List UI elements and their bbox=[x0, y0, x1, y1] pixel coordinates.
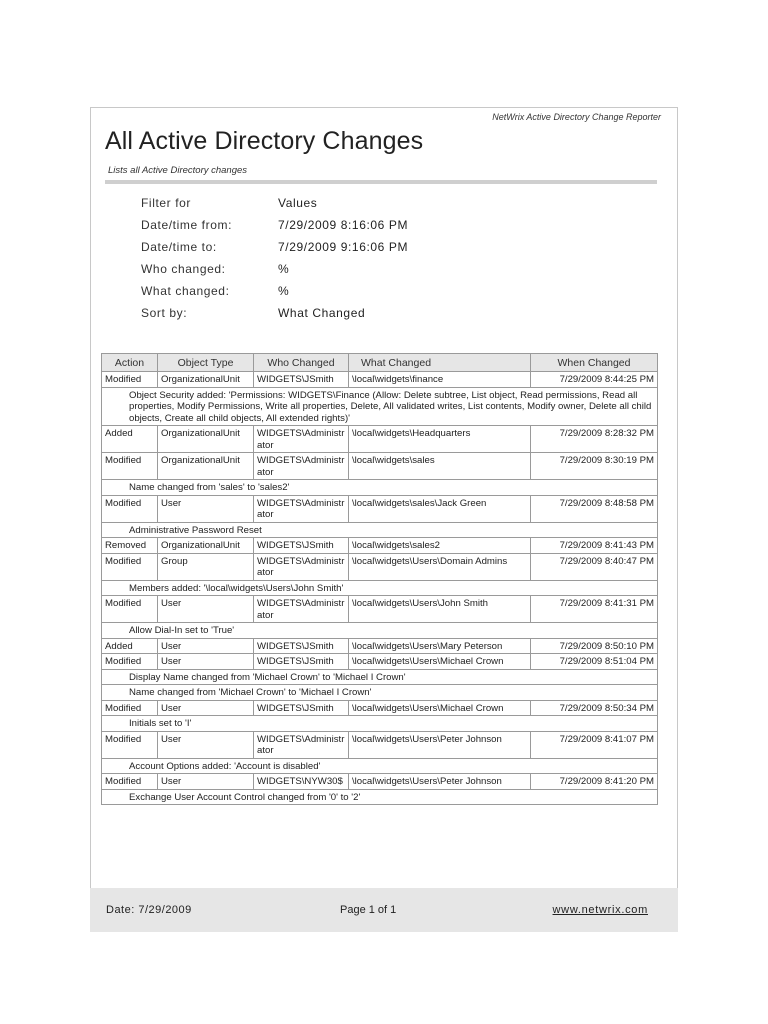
column-header-what-changed: What Changed bbox=[349, 354, 531, 372]
cell-what-changed: \local\widgets\Users\John Smith bbox=[349, 596, 531, 623]
cell-object-type: OrganizationalUnit bbox=[158, 372, 254, 388]
cell-object-type: User bbox=[158, 774, 254, 790]
cell-object-type: User bbox=[158, 700, 254, 716]
cell-what-changed: \local\widgets\Users\Peter Johnson bbox=[349, 774, 531, 790]
filter-value: 7/29/2009 8:16:06 PM bbox=[278, 218, 409, 232]
footer-website-link[interactable]: www.netwrix.com bbox=[552, 904, 648, 916]
cell-action: Modified bbox=[102, 553, 158, 580]
filter-row bbox=[141, 306, 408, 328]
cell-object-type: OrganizationalUnit bbox=[158, 538, 254, 554]
cell-who-changed: WIDGETS\NYW30$ bbox=[254, 774, 349, 790]
filter-row bbox=[141, 240, 408, 262]
table-row bbox=[102, 731, 658, 758]
cell-who-changed: WIDGETS\Administrator bbox=[254, 596, 349, 623]
cell-what-changed: \local\widgets\Users\Michael Crown bbox=[349, 654, 531, 670]
change-detail: Exchange User Account Control changed from '0' to '2' bbox=[102, 789, 658, 805]
cell-when-changed: 7/29/2009 8:30:19 PM bbox=[531, 453, 658, 480]
table-detail-row bbox=[102, 685, 658, 701]
cell-action: Added bbox=[102, 638, 158, 654]
filter-value: % bbox=[278, 262, 290, 276]
change-detail: Name changed from 'Michael Crown' to 'Michael I Crown' bbox=[102, 685, 658, 701]
page-title: All Active Directory Changes bbox=[105, 127, 424, 155]
change-detail: Display Name changed from 'Michael Crown' to 'Michael I Crown' bbox=[102, 669, 658, 685]
cell-when-changed: 7/29/2009 8:51:04 PM bbox=[531, 654, 658, 670]
header-divider bbox=[105, 180, 657, 184]
cell-who-changed: WIDGETS\Administrator bbox=[254, 553, 349, 580]
change-detail: Allow Dial-In set to 'True' bbox=[102, 623, 658, 639]
filter-row bbox=[141, 284, 408, 306]
cell-when-changed: 7/29/2009 8:40:47 PM bbox=[531, 553, 658, 580]
filter-key: What changed: bbox=[141, 284, 230, 298]
page-subtitle: Lists all Active Directory changes bbox=[108, 165, 248, 176]
cell-action: Modified bbox=[102, 596, 158, 623]
cell-who-changed: WIDGETS\JSmith bbox=[254, 700, 349, 716]
cell-action: Modified bbox=[102, 731, 158, 758]
cell-what-changed: \local\widgets\finance bbox=[349, 372, 531, 388]
filter-key: Who changed: bbox=[141, 262, 226, 276]
table-row bbox=[102, 538, 658, 554]
cell-object-type: User bbox=[158, 731, 254, 758]
cell-object-type: OrganizationalUnit bbox=[158, 426, 254, 453]
filter-row bbox=[141, 196, 408, 218]
table-detail-row bbox=[102, 669, 658, 685]
cell-who-changed: WIDGETS\JSmith bbox=[254, 372, 349, 388]
cell-when-changed: 7/29/2009 8:50:34 PM bbox=[531, 700, 658, 716]
cell-action: Modified bbox=[102, 774, 158, 790]
cell-what-changed: \local\widgets\Users\Michael Crown bbox=[349, 700, 531, 716]
table-detail-row bbox=[102, 758, 658, 774]
page-footer bbox=[90, 888, 678, 932]
cell-who-changed: WIDGETS\Administrator bbox=[254, 453, 349, 480]
cell-action: Removed bbox=[102, 538, 158, 554]
table-detail-row bbox=[102, 716, 658, 732]
filter-key: Sort by: bbox=[141, 306, 188, 320]
cell-object-type: Group bbox=[158, 553, 254, 580]
column-header-when-changed: When Changed bbox=[531, 354, 658, 372]
table-row bbox=[102, 700, 658, 716]
cell-who-changed: WIDGETS\Administrator bbox=[254, 495, 349, 522]
cell-what-changed: \local\widgets\sales\Jack Green bbox=[349, 495, 531, 522]
footer-page-number: Page 1 of 1 bbox=[340, 904, 397, 916]
change-detail: Initials set to 'I' bbox=[102, 716, 658, 732]
table-detail-row bbox=[102, 580, 658, 596]
cell-who-changed: WIDGETS\Administrator bbox=[254, 426, 349, 453]
cell-what-changed: \local\widgets\Headquarters bbox=[349, 426, 531, 453]
cell-action: Added bbox=[102, 426, 158, 453]
table-row bbox=[102, 638, 658, 654]
cell-what-changed: \local\widgets\Users\Mary Peterson bbox=[349, 638, 531, 654]
cell-when-changed: 7/29/2009 8:41:07 PM bbox=[531, 731, 658, 758]
change-detail: Account Options added: 'Account is disabled' bbox=[102, 758, 658, 774]
footer-date: Date: 7/29/2009 bbox=[106, 904, 192, 916]
filter-key: Date/time from: bbox=[141, 218, 233, 232]
table-row bbox=[102, 426, 658, 453]
change-detail: Administrative Password Reset bbox=[102, 522, 658, 538]
change-detail: Name changed from 'sales' to 'sales2' bbox=[102, 480, 658, 496]
table-detail-row bbox=[102, 789, 658, 805]
cell-when-changed: 7/29/2009 8:44:25 PM bbox=[531, 372, 658, 388]
cell-action: Modified bbox=[102, 372, 158, 388]
cell-who-changed: WIDGETS\JSmith bbox=[254, 538, 349, 554]
change-detail: Object Security added: 'Permissions: WIDGETS\Finance (Allow: Delete subtree, List object, Read permissions, Read all properties, Modify Permissions, Write all properties, Delete, All validated writes, List contents, Modify owner, Delete all child objects, Create all child objects, All extended rights)' bbox=[102, 387, 658, 426]
filter-value: Values bbox=[278, 196, 318, 210]
cell-object-type: User bbox=[158, 638, 254, 654]
table-body bbox=[102, 372, 658, 805]
table-detail-row bbox=[102, 480, 658, 496]
column-header-who-changed: Who Changed bbox=[254, 354, 349, 372]
filter-value: 7/29/2009 9:16:06 PM bbox=[278, 240, 409, 254]
cell-action: Modified bbox=[102, 453, 158, 480]
cell-when-changed: 7/29/2009 8:41:31 PM bbox=[531, 596, 658, 623]
vendor-name: NetWrix Active Directory Change Reporter bbox=[492, 112, 661, 122]
cell-when-changed: 7/29/2009 8:50:10 PM bbox=[531, 638, 658, 654]
table-row bbox=[102, 774, 658, 790]
table-detail-row bbox=[102, 623, 658, 639]
filter-summary bbox=[141, 196, 408, 328]
table-header-row bbox=[102, 354, 658, 372]
changes-table bbox=[101, 353, 658, 805]
cell-who-changed: WIDGETS\Administrator bbox=[254, 731, 349, 758]
cell-what-changed: \local\widgets\sales bbox=[349, 453, 531, 480]
table-row bbox=[102, 553, 658, 580]
filter-value: What Changed bbox=[278, 306, 366, 320]
table-row bbox=[102, 596, 658, 623]
filter-row bbox=[141, 262, 408, 284]
cell-object-type: User bbox=[158, 654, 254, 670]
table-detail-row bbox=[102, 522, 658, 538]
cell-what-changed: \local\widgets\sales2 bbox=[349, 538, 531, 554]
cell-object-type: OrganizationalUnit bbox=[158, 453, 254, 480]
cell-what-changed: \local\widgets\Users\Domain Admins bbox=[349, 553, 531, 580]
cell-when-changed: 7/29/2009 8:41:20 PM bbox=[531, 774, 658, 790]
cell-who-changed: WIDGETS\JSmith bbox=[254, 638, 349, 654]
table-row bbox=[102, 453, 658, 480]
column-header-action: Action bbox=[102, 354, 158, 372]
filter-key: Date/time to: bbox=[141, 240, 217, 254]
cell-what-changed: \local\widgets\Users\Peter Johnson bbox=[349, 731, 531, 758]
filter-value: % bbox=[278, 284, 290, 298]
cell-when-changed: 7/29/2009 8:48:58 PM bbox=[531, 495, 658, 522]
filter-key: Filter for bbox=[141, 196, 192, 210]
report-page bbox=[90, 107, 678, 931]
cell-action: Modified bbox=[102, 700, 158, 716]
table-row bbox=[102, 654, 658, 670]
change-detail: Members added: '\local\widgets\Users\John Smith' bbox=[102, 580, 658, 596]
table-detail-row bbox=[102, 387, 658, 426]
table-row bbox=[102, 372, 658, 388]
cell-object-type: User bbox=[158, 495, 254, 522]
cell-action: Modified bbox=[102, 654, 158, 670]
table-row bbox=[102, 495, 658, 522]
cell-when-changed: 7/29/2009 8:41:43 PM bbox=[531, 538, 658, 554]
cell-action: Modified bbox=[102, 495, 158, 522]
cell-when-changed: 7/29/2009 8:28:32 PM bbox=[531, 426, 658, 453]
filter-row bbox=[141, 218, 408, 240]
column-header-object-type: Object Type bbox=[158, 354, 254, 372]
cell-who-changed: WIDGETS\JSmith bbox=[254, 654, 349, 670]
cell-object-type: User bbox=[158, 596, 254, 623]
